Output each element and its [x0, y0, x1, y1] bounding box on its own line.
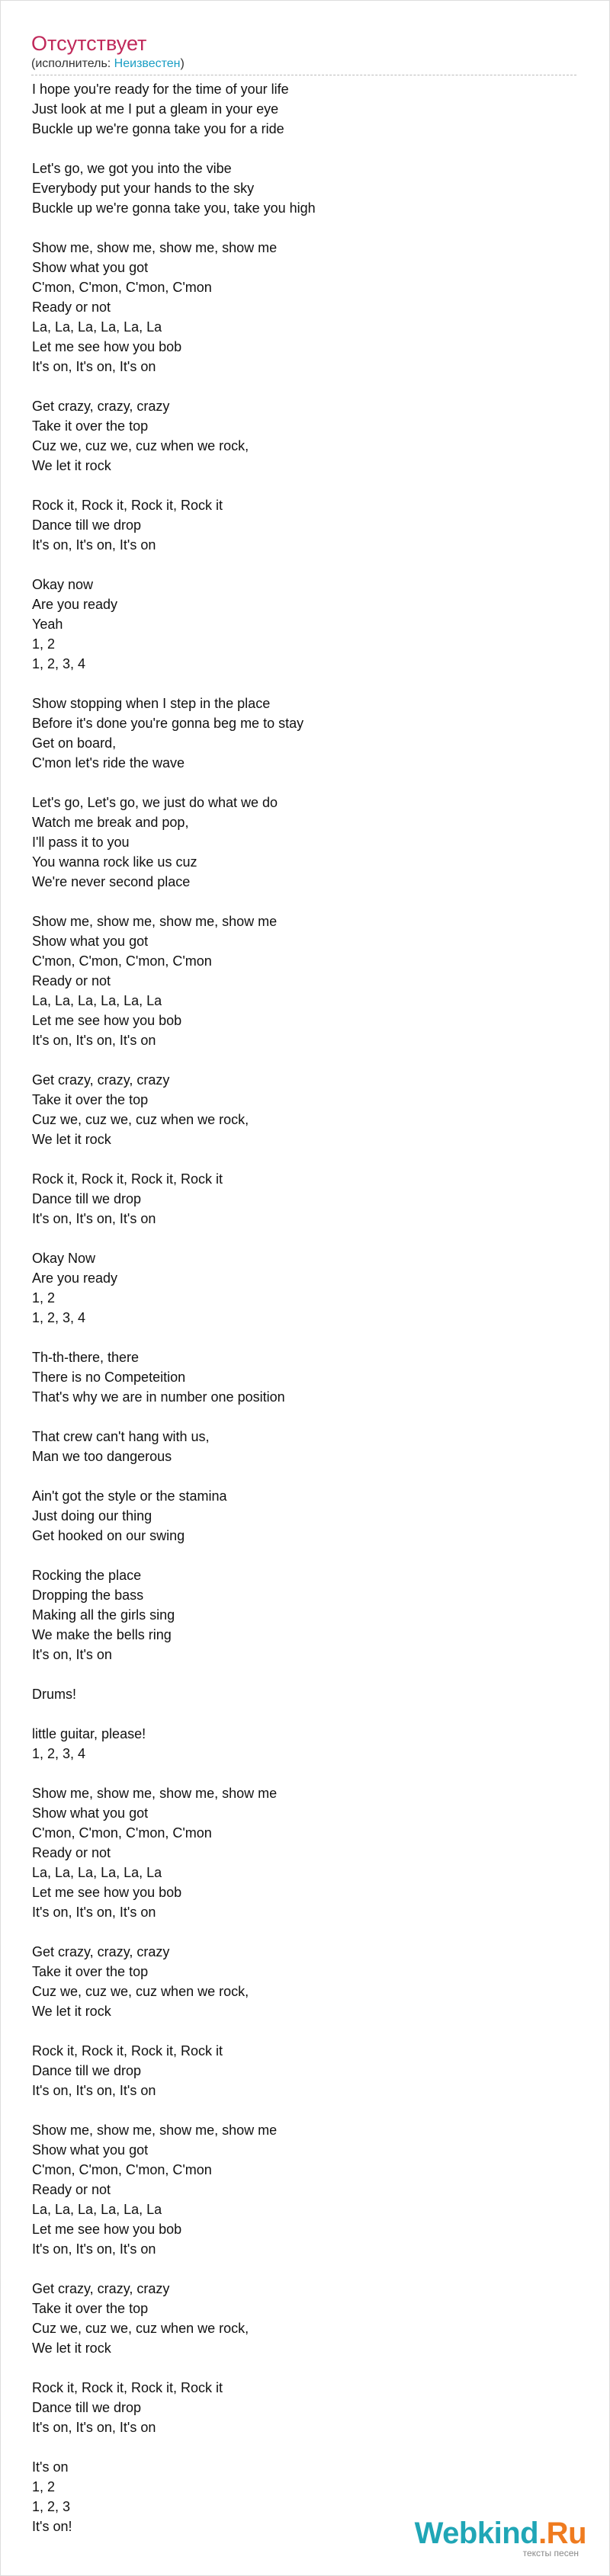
lyric-stanza: [32, 1248, 577, 1328]
lyric-line: Dance till we drop: [32, 2063, 142, 2078]
lyric-line: Cuz we, cuz we, cuz when we rock,: [32, 438, 249, 453]
lyric-line: It's on, It's on, It's on: [32, 1033, 156, 1048]
lyric-line: Get hooked on our swing: [32, 1528, 185, 1543]
lyric-line: Get crazy, crazy, crazy: [32, 1944, 170, 1959]
lyric-line: Take it over the top: [32, 1964, 149, 1979]
lyric-line: Cuz we, cuz we, cuz when we rock,: [32, 1984, 249, 1999]
lyric-stanza: [32, 1565, 577, 1664]
lyric-line: There is no Competeition: [32, 1370, 186, 1385]
lyric-line: It's on, It's on, It's on: [32, 1211, 156, 1226]
lyric-stanza: [32, 694, 577, 773]
lyric-line: C'mon, C'mon, C'mon, C'mon: [32, 280, 212, 295]
lyric-line: La, La, La, La, La, La: [32, 993, 162, 1008]
artist-prefix: (исполнитель:: [31, 57, 114, 70]
lyric-line: 1, 2, 3, 4: [32, 1746, 86, 1761]
lyric-line: Dance till we drop: [32, 517, 142, 533]
lyric-line: That crew can't hang with us,: [32, 1429, 210, 1444]
lyric-stanza: [32, 2378, 577, 2437]
lyric-line: I hope you're ready for the time of your life: [32, 82, 289, 97]
lyric-line: Get crazy, crazy, crazy: [32, 1072, 170, 1088]
lyric-line: C'mon, C'mon, C'mon, C'mon: [32, 953, 212, 969]
lyric-line: Just look at me I put a gleam in your eye: [32, 101, 279, 117]
lyric-line: Let me see how you bob: [32, 339, 182, 354]
lyric-line: little guitar, please!: [32, 1726, 146, 1741]
logo-name: Webkind: [414, 2517, 539, 2550]
song-header: [31, 31, 576, 75]
lyric-line: Just doing our thing: [32, 1508, 152, 1523]
lyric-line: We let it rock: [32, 1132, 111, 1147]
lyric-stanza: [32, 912, 577, 1050]
logo-wordmark: [415, 2517, 586, 2549]
lyric-line: It's on: [32, 2459, 69, 2475]
lyric-line: Let's go, we got you into the vibe: [32, 161, 232, 176]
lyric-line: Let me see how you bob: [32, 1885, 182, 1900]
lyric-stanza: [32, 159, 577, 218]
lyric-line: It's on, It's on, It's on: [32, 2420, 156, 2435]
lyric-line: Man we too dangerous: [32, 1449, 172, 1464]
lyric-line: Dance till we drop: [32, 1191, 142, 1206]
lyric-line: Yeah: [32, 617, 63, 632]
lyric-line: 1, 2, 3, 4: [32, 1310, 86, 1325]
artist-line: [31, 56, 576, 75]
lyric-line: Show me, show me, show me, show me: [32, 2123, 278, 2138]
lyric-line: 1, 2: [32, 1290, 56, 1306]
lyric-line: It's on, It's on, It's on: [32, 2083, 156, 2098]
lyric-stanza: [32, 1347, 577, 1407]
lyric-line: Cuz we, cuz we, cuz when we rock,: [32, 1112, 249, 1127]
lyric-line: Ain't got the style or the stamina: [32, 1488, 227, 1504]
lyric-line: La, La, La, La, La, La: [32, 319, 162, 335]
lyric-stanza: [32, 1684, 577, 1704]
lyric-line: Show what you got: [32, 934, 149, 949]
lyric-stanza: [32, 2279, 577, 2358]
lyric-line: Show me, show me, show me, show me: [32, 1786, 278, 1801]
lyric-line: Ready or not: [32, 300, 111, 315]
lyric-line: We let it rock: [32, 2341, 111, 2356]
lyric-line: 1, 2, 3: [32, 2499, 71, 2514]
lyric-line: 1, 2, 3, 4: [32, 656, 86, 671]
lyric-line: La, La, La, La, La, La: [32, 1865, 162, 1880]
lyric-line: Th-th-there, there: [32, 1350, 140, 1365]
artist-link[interactable]: Неизвестен: [114, 57, 181, 70]
lyric-line: Rocking the place: [32, 1568, 142, 1583]
logo-tld: .Ru: [538, 2517, 586, 2550]
lyric-line: Everybody put your hands to the sky: [32, 181, 255, 196]
lyric-line: Get on board,: [32, 735, 117, 751]
lyric-line: Buckle up we're gonna take you, take you high: [32, 200, 316, 216]
lyric-line: C'mon, C'mon, C'mon, C'mon: [32, 1825, 212, 1841]
lyric-stanza: [32, 575, 577, 674]
lyric-line: Are you ready: [32, 1270, 118, 1286]
lyric-line: Show stopping when I step in the place: [32, 696, 271, 711]
lyric-line: Before it's done you're gonna beg me to stay: [32, 716, 304, 731]
artist-suffix: ): [180, 57, 185, 70]
lyric-stanza: [32, 1724, 577, 1764]
lyric-line: C'mon, C'mon, C'mon, C'mon: [32, 2162, 212, 2177]
lyric-line: It's on, It's on, It's on: [32, 537, 156, 553]
song-title: Отсутствует: [31, 32, 147, 55]
lyric-line: Dance till we drop: [32, 2400, 142, 2415]
lyric-line: Rock it, Rock it, Rock it, Rock it: [32, 1171, 223, 1187]
lyric-line: Ready or not: [32, 973, 111, 988]
lyric-stanza: [32, 1942, 577, 2021]
lyric-line: Let me see how you bob: [32, 2222, 182, 2237]
lyric-line: It's on!: [32, 2519, 72, 2534]
lyric-line: Take it over the top: [32, 418, 149, 434]
lyric-stanza: [32, 238, 577, 376]
lyric-stanza: [32, 396, 577, 476]
logo-subtitle: тексты песен: [522, 2548, 579, 2558]
lyric-line: It's on, It's on: [32, 1647, 112, 1662]
lyric-line: Ready or not: [32, 1845, 111, 1860]
lyric-stanza: [32, 1783, 577, 1922]
lyric-line: Dropping the bass: [32, 1588, 144, 1603]
lyric-stanza: [32, 1070, 577, 1149]
lyric-line: Show what you got: [32, 2142, 149, 2158]
site-logo[interactable]: [415, 2517, 586, 2558]
lyric-line: C'mon let's ride the wave: [32, 755, 185, 771]
lyric-line: It's on, It's on, It's on: [32, 1905, 156, 1920]
lyric-line: 1, 2: [32, 2479, 56, 2494]
lyric-line: I'll pass it to you: [32, 835, 130, 850]
lyric-stanza: [32, 2041, 577, 2100]
lyric-line: Rock it, Rock it, Rock it, Rock it: [32, 2380, 223, 2395]
lyrics-body: [32, 79, 577, 2556]
lyric-line: Show me, show me, show me, show me: [32, 914, 278, 929]
lyric-stanza: [32, 1427, 577, 1466]
lyric-line: Making all the girls sing: [32, 1607, 175, 1623]
lyric-line: We're never second place: [32, 874, 191, 889]
lyric-line: Ready or not: [32, 2182, 111, 2197]
lyric-line: We let it rock: [32, 458, 111, 473]
lyric-line: Take it over the top: [32, 2301, 149, 2316]
lyric-line: Okay now: [32, 577, 94, 592]
lyric-stanza: [32, 793, 577, 892]
lyric-line: You wanna rock like us cuz: [32, 854, 197, 870]
lyric-line: Show what you got: [32, 260, 149, 275]
lyric-line: Take it over the top: [32, 1092, 149, 1107]
lyric-line: Show what you got: [32, 1805, 149, 1821]
lyric-stanza: [32, 2120, 577, 2259]
lyric-line: It's on, It's on, It's on: [32, 359, 156, 374]
lyric-line: Rock it, Rock it, Rock it, Rock it: [32, 498, 223, 513]
lyric-line: Buckle up we're gonna take you for a ride: [32, 121, 284, 136]
lyric-line: Let's go, Let's go, we just do what we do: [32, 795, 278, 810]
lyric-line: 1, 2: [32, 636, 56, 652]
lyric-stanza: [32, 495, 577, 555]
lyric-line: It's on, It's on, It's on: [32, 2241, 156, 2257]
lyric-line: Watch me break and pop,: [32, 815, 189, 830]
lyric-line: Are you ready: [32, 597, 118, 612]
lyric-line: Drums!: [32, 1687, 76, 1702]
lyric-stanza: [32, 1486, 577, 1546]
lyric-line: We let it rock: [32, 2004, 111, 2019]
lyric-stanza: [32, 1169, 577, 1229]
lyric-line: Get crazy, crazy, crazy: [32, 2281, 170, 2296]
lyric-stanza: [32, 79, 577, 139]
lyric-line: Cuz we, cuz we, cuz when we rock,: [32, 2321, 249, 2336]
lyric-line: Show me, show me, show me, show me: [32, 240, 278, 255]
lyric-line: Okay Now: [32, 1251, 96, 1266]
lyric-line: Let me see how you bob: [32, 1013, 182, 1028]
lyric-line: That's why we are in number one position: [32, 1389, 285, 1405]
lyric-line: Get crazy, crazy, crazy: [32, 399, 170, 414]
lyric-line: La, La, La, La, La, La: [32, 2202, 162, 2217]
lyric-line: We make the bells ring: [32, 1627, 172, 1642]
lyric-line: Rock it, Rock it, Rock it, Rock it: [32, 2043, 223, 2059]
